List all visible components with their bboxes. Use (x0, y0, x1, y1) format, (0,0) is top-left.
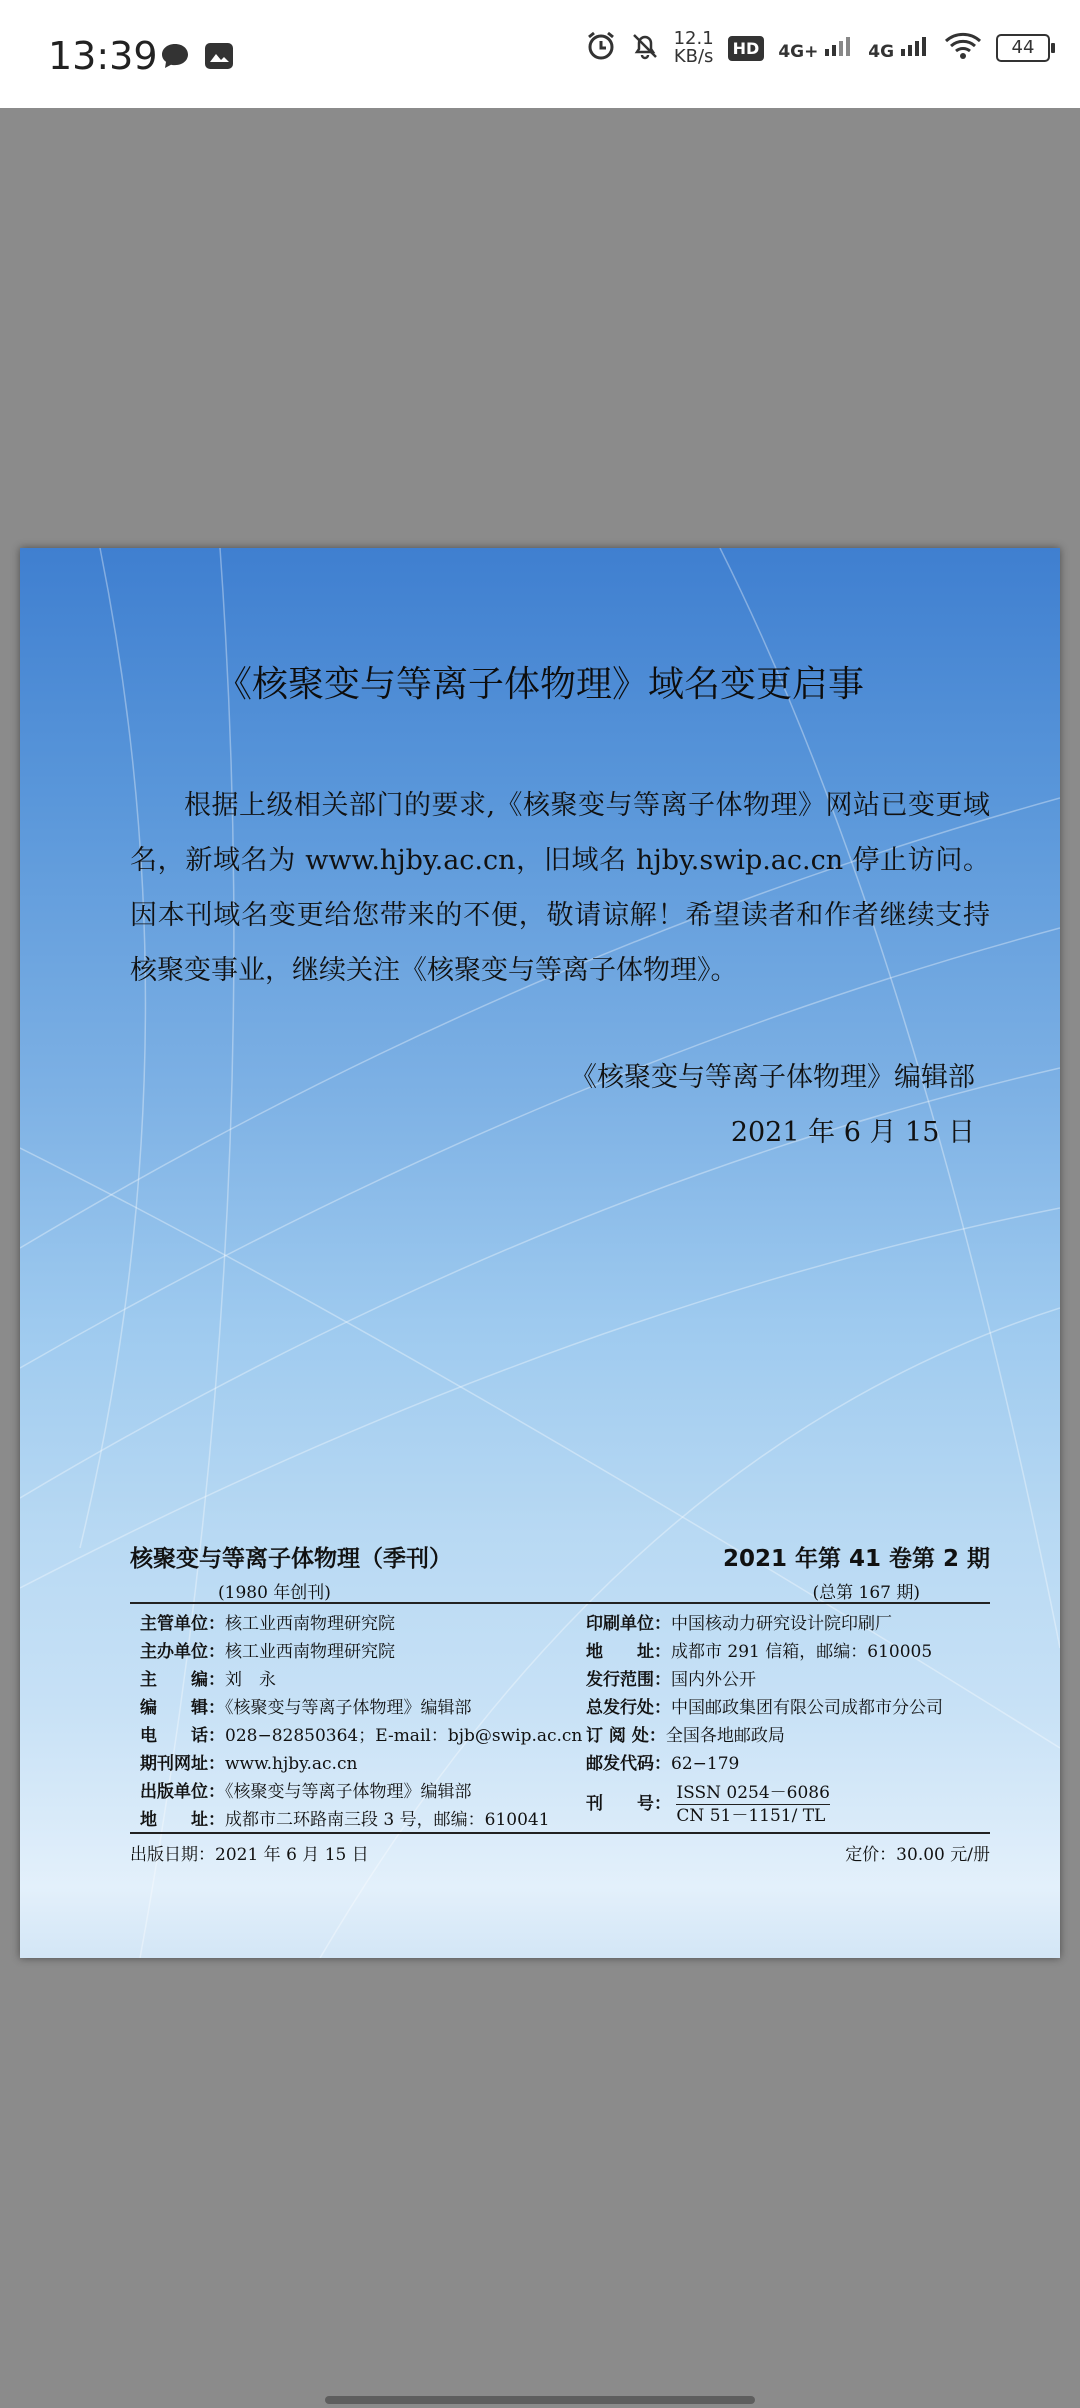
colophon-row: 编 辑：《核聚变与等离子体物理》编辑部 (140, 1698, 472, 1718)
issn-block (676, 1782, 830, 1827)
divider-top (130, 1602, 990, 1604)
home-indicator[interactable] (325, 2396, 755, 2404)
issn-number: ISSN 0254－6086 (676, 1783, 830, 1803)
colophon-row: 邮发代码：62−179 (586, 1754, 740, 1774)
founded-year: (1980 年创刊) (218, 1583, 331, 1603)
notification-icons (160, 42, 234, 74)
signature-date: 2021 年 6 月 15 日 (730, 1117, 975, 1148)
colophon-row: 主 编：刘 永 (140, 1670, 276, 1690)
total-issue: (总第 167 期) (812, 1583, 920, 1603)
notice-signature (570, 1050, 975, 1160)
document-page[interactable] (20, 548, 1060, 1958)
colophon-left-column (140, 1610, 583, 1834)
alarm-icon (586, 31, 616, 65)
colophon-row: 印刷单位：中国核动力研究设计院印刷厂 (586, 1614, 892, 1634)
colophon-row: 主办单位：核工业西南物理研究院 (140, 1642, 395, 1662)
colophon-row: 出版单位：《核聚变与等离子体物理》编辑部 (140, 1782, 472, 1802)
gallery-icon (204, 42, 234, 74)
colophon-row: 期刊网址：www.hjby.ac.cn (140, 1754, 358, 1774)
signature-text: 《核聚变与等离子体物理》编辑部 (570, 1062, 975, 1093)
bell-muted-icon (630, 31, 660, 65)
price: 定价：30.00 元/册 (845, 1845, 990, 1865)
signal-sim2-icon: 4G (868, 35, 930, 62)
notice-title: 《核聚变与等离子体物理》域名变更启事 (215, 664, 864, 705)
colophon-row: 电 话：028−82850364；E-mail：bjb@swip.ac.cn (140, 1726, 583, 1746)
colophon-row: 地 址：成都市 291 信箱，邮编：610005 (586, 1642, 933, 1662)
message-icon (160, 42, 190, 74)
cn-number: CN 51－1151/ TL (676, 1806, 826, 1826)
colophon-row: 发行范围：国内外公开 (586, 1670, 756, 1690)
system-indicators (586, 30, 1050, 66)
colophon-row: 总发行处：中国邮政集团有限公司成都市分公司 (586, 1698, 943, 1718)
colophon-row: 地 址：成都市二环路南三段 3 号，邮编：610041 (140, 1810, 550, 1830)
publication-date: 出版日期：2021 年 6 月 15 日 (130, 1845, 369, 1865)
clock: 13:39 (48, 34, 158, 78)
hd-voice-icon: HD (728, 36, 765, 61)
signal-sim1-icon: 4G+ (778, 35, 854, 62)
wifi-icon (944, 31, 982, 65)
colophon-right-column (586, 1610, 986, 1827)
issue-number: 2021 年第 41 卷第 2 期 (722, 1546, 990, 1572)
colophon-row: 主管单位：核工业西南物理研究院 (140, 1614, 395, 1634)
battery-icon: 44 (996, 34, 1050, 62)
network-speed: 12.1 KB/s (673, 28, 714, 67)
colophon-row: 订 阅 处：全国各地邮政局 (586, 1726, 785, 1746)
colophon-row-kanhao: 刊 号： ISSN 0254－6086 CN 51－1151/ TL (586, 1783, 830, 1826)
journal-name: 核聚变与等离子体物理（季刊） (130, 1546, 452, 1572)
divider-bottom (130, 1832, 990, 1834)
notice-body: 根据上级相关部门的要求,《核聚变与等离子体物理》网站已变更域名，新域名为 www.hjby.ac.cn，旧域名 hjby.swip.ac.cn 停止访问。因本刊域名变更给您带来的不便，敬请谅解！希望读者和作者继续支持核聚变事业，继续关注《核聚变与等离子体物理》。 (130, 790, 990, 986)
status-bar (0, 0, 1080, 108)
